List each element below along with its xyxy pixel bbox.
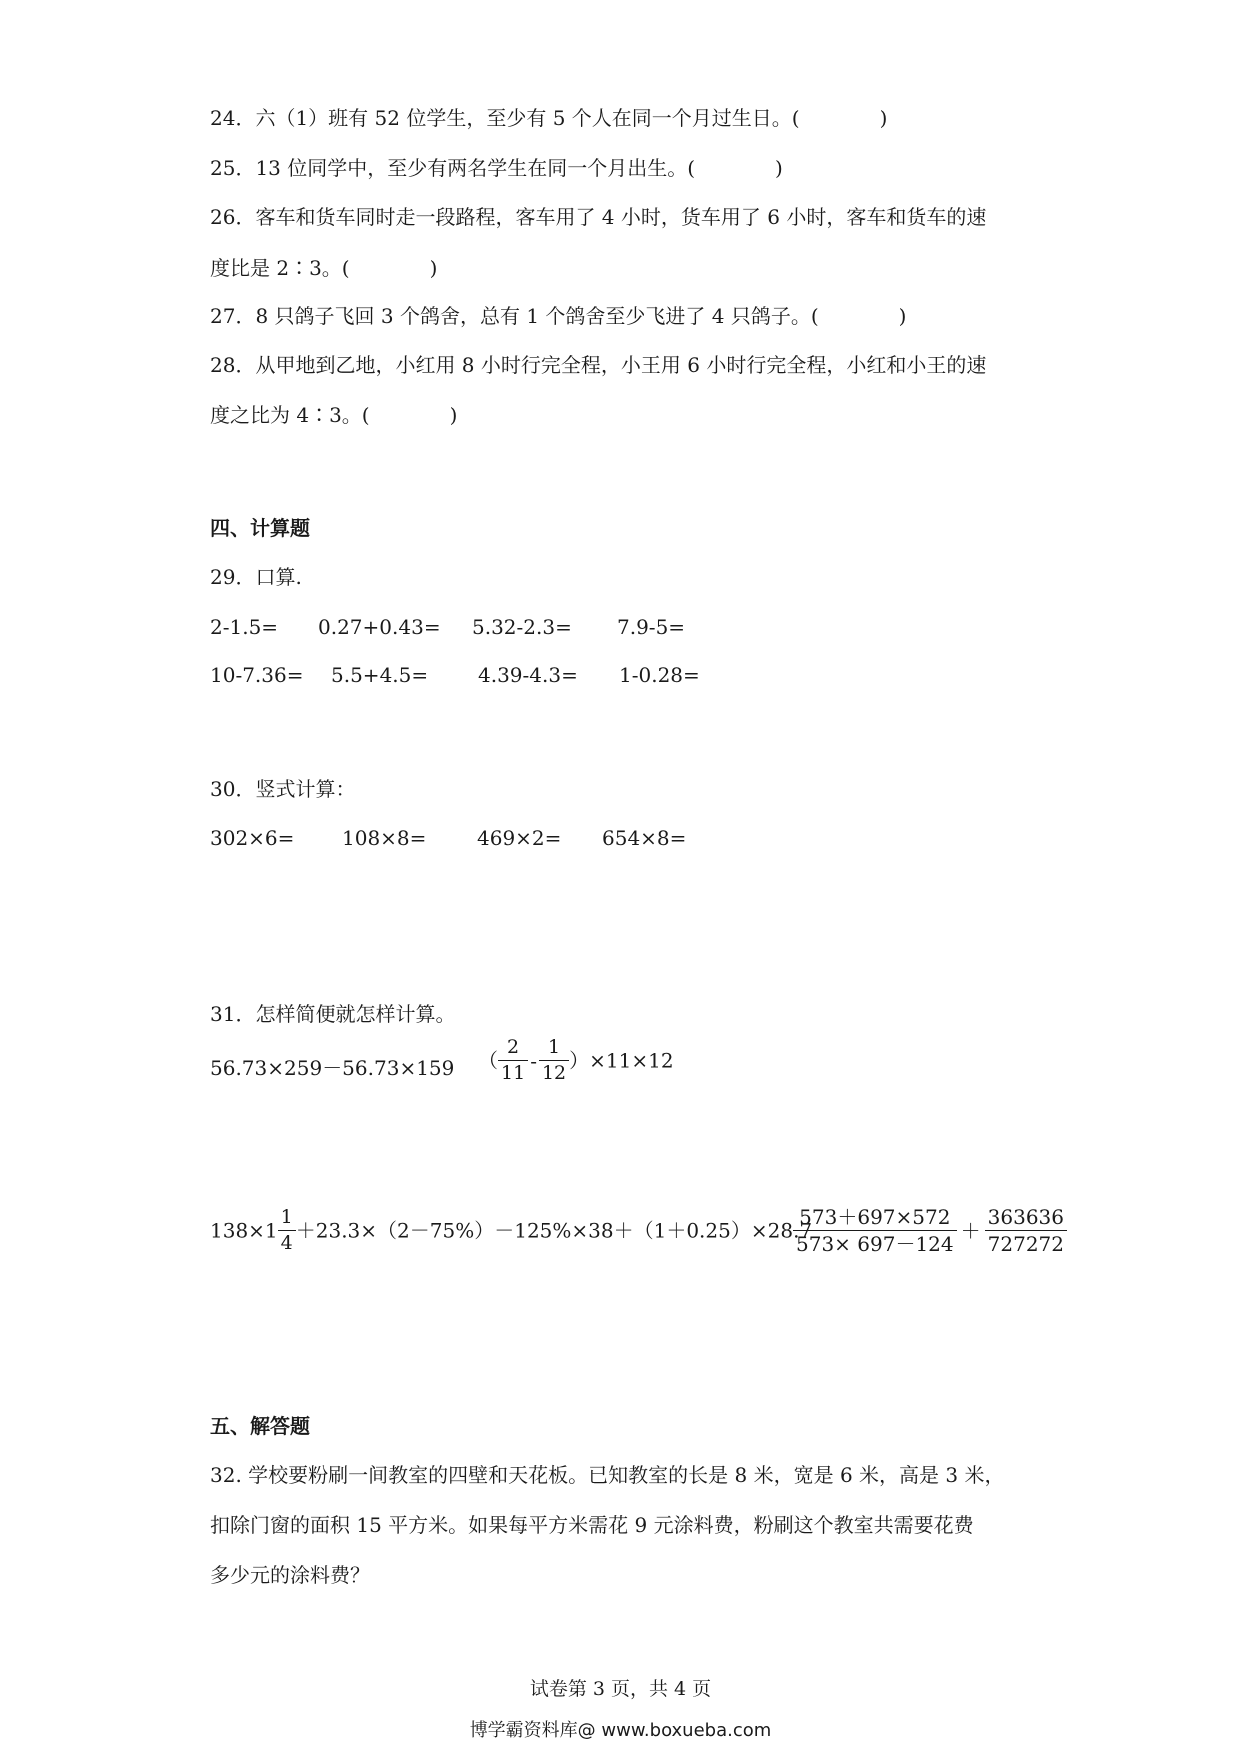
- question-25: 25．13 位同学中，至少有两名学生在同一个月出生。( ): [210, 156, 783, 180]
- page-number: 试卷第 3 页，共 4 页: [529, 1678, 712, 1700]
- question-26-line-2: 度比是 2∶3。( ): [210, 256, 438, 280]
- oral-calc-item: 7.9-5=: [617, 615, 686, 639]
- oral-calc-item: 4.39-4.3=: [478, 663, 578, 687]
- simplify-expression-3: 138×1 $\frac{1}{4}$ ＋23.3×（2－75%）－125%×38＋（1＋0.25）×28.7: [210, 1206, 813, 1254]
- fraction: $\frac{573+697\times 572}{573\times 697-124}$: [793, 1207, 957, 1254]
- watermark: 博学霸资料库@ www.boxueba.com: [469, 1720, 772, 1741]
- vertical-calc-item: 469×2=: [477, 826, 562, 850]
- question-24: 24．六（1）班有 52 位学生，至少有 5 个人在同一个月过生日。( ): [210, 106, 888, 130]
- simplify-expression-1: 56.73×259－56.73×159: [210, 1056, 455, 1080]
- oral-calc-item: 5.32-2.3=: [472, 615, 572, 639]
- question-32-line-3: 多少元的涂料费？: [210, 1563, 370, 1587]
- question-26-line-1: 26．客车和货车同时走一段路程，客车用了 4 小时，货车用了 6 小时，客车和货车的速: [210, 205, 987, 229]
- fraction: $\frac{2}{11}$: [498, 1038, 528, 1083]
- simplify-expression-4: $\frac{573+697\times 572}{573\times 697-124}$ ＋ $\frac{363636}{727272}$: [793, 1207, 1067, 1254]
- question-27: 27．8 只鸽子飞回 3 个鸽舍，总有 1 个鸽舍至少飞进了 4 只鸽子。( ): [210, 304, 907, 328]
- question-28-line-1: 28．从甲地到乙地，小红用 8 小时行完全程，小王用 6 小时行完全程，小红和小王的速: [210, 353, 987, 377]
- oral-calc-item: 2-1.5=: [210, 615, 279, 639]
- vertical-calc-item: 108×8=: [342, 826, 427, 850]
- oral-calc-item: 10-7.36=: [210, 663, 304, 687]
- vertical-calc-item: 654×8=: [602, 826, 687, 850]
- simplify-expression-2: （ $\frac{2}{11}$ - $\frac{1}{12}$ ）×11×12: [478, 1036, 674, 1084]
- question-28-line-2: 度之比为 4∶3。( ): [210, 403, 458, 427]
- question-30-title: 30．竖式计算：: [210, 777, 356, 801]
- fraction: $\frac{1}{12}$: [539, 1038, 569, 1083]
- question-32-line-1: 32. 学校要粉刷一间教室的四壁和天花板。已知教室的长是 8 米，宽是 6 米，高是 3 米，: [210, 1463, 1005, 1487]
- question-32-line-2: 扣除门窗的面积 15 平方米。如果每平方米需花 9 元涂料费，粉刷这个教室共需要花费: [210, 1513, 974, 1537]
- fraction: $\frac{1}{4}$: [278, 1208, 296, 1253]
- oral-calc-item: 0.27+0.43=: [318, 615, 441, 639]
- question-31-title: 31．怎样简便就怎样计算。: [210, 1002, 456, 1026]
- section-5-title: 五、解答题: [210, 1414, 310, 1438]
- section-4-title: 四、计算题: [210, 516, 310, 540]
- oral-calc-item: 5.5+4.5=: [331, 663, 429, 687]
- question-29-title: 29．口算.: [210, 565, 302, 589]
- oral-calc-item: 1-0.28=: [619, 663, 700, 687]
- vertical-calc-item: 302×6=: [210, 826, 295, 850]
- fraction: $\frac{363636}{727272}$: [985, 1207, 1067, 1254]
